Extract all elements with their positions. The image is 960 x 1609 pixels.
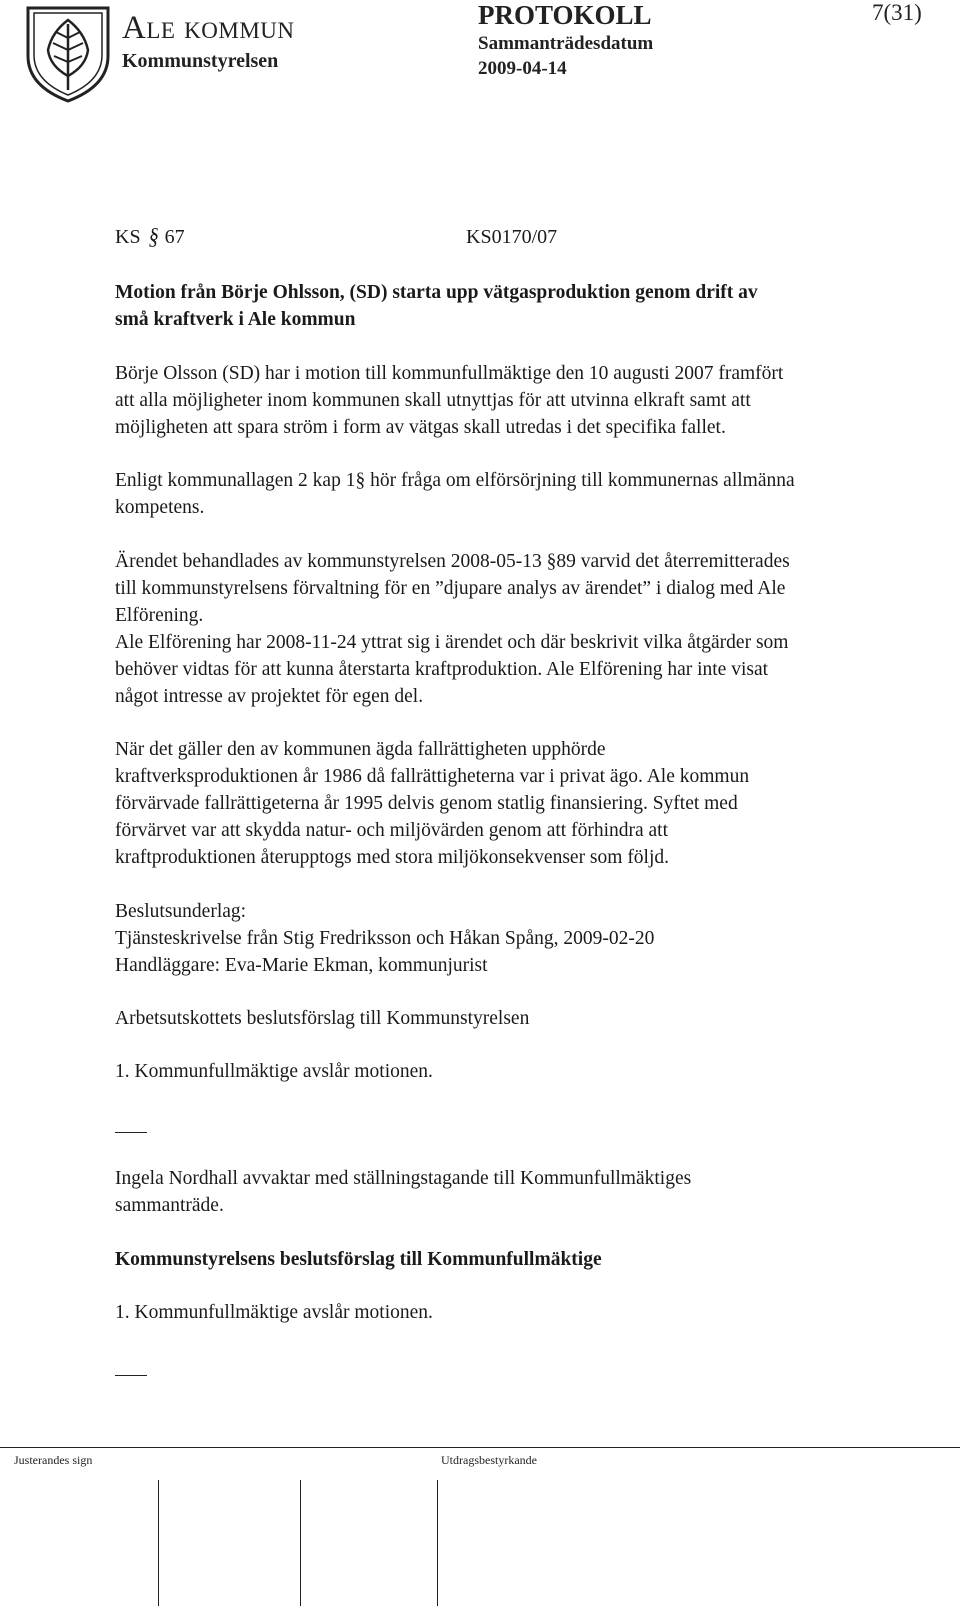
meeting-date: 2009-04-14	[478, 58, 567, 79]
separator-rule	[115, 1132, 147, 1133]
paragraph-line: Ale Elförening har 2008-11-24 yttrat sig i ärendet och där beskrivit vilka åtgärder som	[115, 632, 789, 653]
paragraph-line: kraftproduktionen återupptogs med stora miljökonsekvenser som följd.	[115, 847, 670, 868]
case-number: KS0170/07	[466, 226, 558, 248]
utdragsbestyrkande-label: Utdragsbestyrkande	[441, 1453, 537, 1467]
board-proposal-item: 1. Kommunfullmäktige avslår motionen.	[115, 1302, 433, 1323]
paragraph-line: förvärvade fallrättigeterna år 1995 delvis genom statlig finansiering. Syftet med	[115, 793, 738, 814]
committee-proposal-item: 1. Kommunfullmäktige avslår motionen.	[115, 1061, 433, 1082]
document-type: PROTOKOLL	[478, 0, 652, 30]
paragraph-line: till kommunstyrelsens förvaltning för en ”djupare analys av ärendet” i dialog med Ale	[115, 578, 786, 599]
paragraph-line: Börje Olsson (SD) har i motion till kommunfullmäktige den 10 augusti 2007 framfört	[115, 363, 784, 384]
signature-box-divider	[158, 1480, 159, 1606]
page-number: 7(31)	[872, 0, 922, 25]
signature-box-divider	[300, 1480, 301, 1606]
paragraph-line: något intresse av projektet för egen del.	[115, 686, 424, 707]
section-number: 67	[164, 226, 185, 248]
footer-divider	[0, 1447, 960, 1448]
justerandes-sign-label: Justerandes sign	[14, 1453, 93, 1467]
paragraph-line: När det gäller den av kommunen ägda fallrättigheten upphörde	[115, 739, 606, 760]
org-department: Kommunstyrelsen	[122, 50, 279, 72]
note-line-1: Ingela Nordhall avvaktar med ställningstagande till Kommunfullmäktiges	[115, 1168, 692, 1189]
note-line-2: sammanträde.	[115, 1195, 224, 1216]
paragraph-line: Enligt kommunallagen 2 kap 1§ hör fråga om elförsörjning till kommunernas allmänna	[115, 470, 795, 491]
signature-box-divider	[437, 1480, 438, 1606]
motion-title-line-2: små kraftverk i Ale kommun	[115, 309, 356, 330]
paragraph-line: möjligheten att spara ström i form av vätgas skall utredas i det specifika fallet.	[115, 417, 726, 438]
basis-label: Beslutsunderlag:	[115, 901, 247, 922]
paragraph-line: förvärvet var att skydda natur- och miljövärden genom att förhindra att	[115, 820, 668, 841]
paragraph-line: kompetens.	[115, 497, 205, 518]
section-reference	[115, 226, 185, 249]
committee-proposal-heading: Arbetsutskottets beslutsförslag till Kommunstyrelsen	[115, 1008, 530, 1029]
section-prefix: KS	[115, 226, 141, 248]
paragraph-line: Elförening.	[115, 605, 204, 626]
basis-document: Tjänsteskrivelse från Stig Fredriksson och Håkan Spång, 2009-02-20	[115, 928, 655, 949]
paragraph-line: kraftverksproduktionen år 1986 då fallrättigheterna var i privat ägo. Ale kommun	[115, 766, 750, 787]
paragraph-sign: §	[148, 224, 159, 250]
org-name: Ale kommun	[122, 10, 295, 46]
paragraph-line: behöver vidtas för att kunna återstarta kraftproduktion. Ale Elförening har inte visat	[115, 659, 769, 680]
paragraph-line: Ärendet behandlades av kommunstyrelsen 2008-05-13 §89 varvid det återremitterades	[115, 551, 790, 572]
separator-rule	[115, 1375, 147, 1376]
ale-kommun-logo-icon	[22, 4, 114, 104]
motion-title-line-1: Motion från Börje Ohlsson, (SD) starta upp vätgasproduktion genom drift av	[115, 282, 758, 303]
board-proposal-heading: Kommunstyrelsens beslutsförslag till Kommunfullmäktige	[115, 1249, 602, 1270]
basis-handler: Handläggare: Eva-Marie Ekman, kommunjurist	[115, 955, 488, 976]
paragraph-line: att alla möjligheter inom kommunen skall utnyttjas för att utvinna elkraft samt att	[115, 390, 751, 411]
meeting-date-label: Sammanträdesdatum	[478, 33, 654, 54]
